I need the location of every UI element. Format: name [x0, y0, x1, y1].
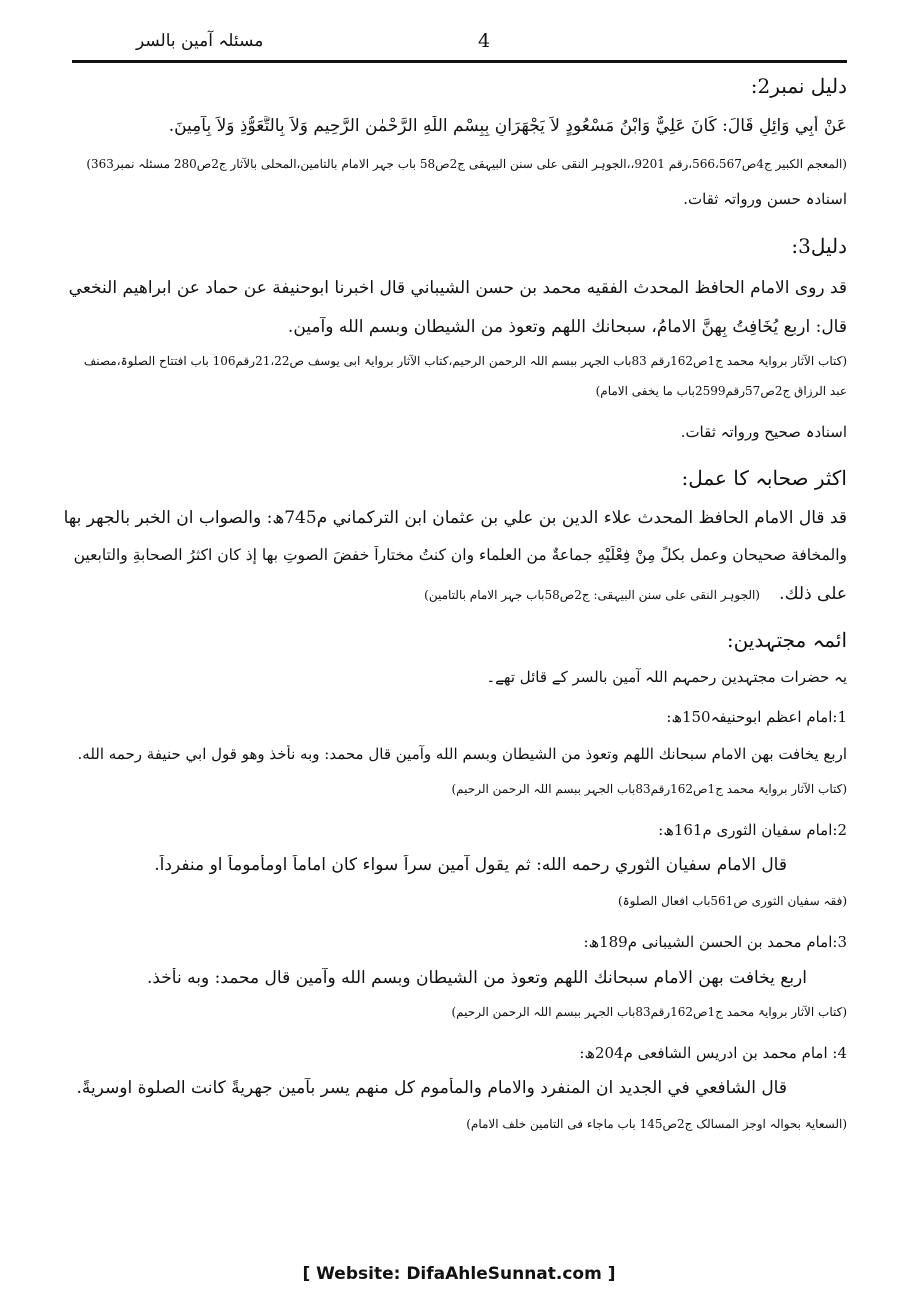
dalil2-heading: دلیل نمبر2: — [750, 74, 847, 98]
dalil3-reference-line2: عبد الرزاق ج2ص57رقم2599باب ما یخفی الامام) — [595, 384, 847, 398]
imam-1-text: اربع يخافت بهن الامام سبحانك اللهم وتعوذ من الشيطان وبسم الله وآمين قال محمد: وبه نأخذ وهو قول ابي حنيفة رحمه الله. — [77, 745, 847, 763]
imam-3-text: اربع يخافت بهن الامام سبحانك اللهم وتعوذ من الشيطان وبسم الله وآمين قال محمد: وبه نأخذ. — [146, 968, 807, 988]
page-number: 4 — [478, 30, 491, 52]
dalil3-grading: اسنادہ صحیح ورواتہ ثقات. — [680, 423, 847, 441]
imam-4-reference: (السعایۃ بحوالہ اوجز المسالک ج2ص145 باب ماجاء فی التامین خلف الامام) — [466, 1117, 847, 1131]
sahaba-reference: (الجوہر النقی علی سنن البیہقی: ج2ص58باب جہر الامام بالتامین) — [424, 588, 760, 602]
imam-4-title: 4: امام محمد بن ادریس الشافعی م204ھ: — [579, 1044, 847, 1062]
dalil3-reference-line1: (کتاب الآثار بروایۃ محمد ج1ص162رقم 83باب الجہر ببسم اللہ الرحمن الرحیم،کتاب الآثار بروایۃ ابی یوسف ص21،22رقم106 باب افتتاح الصلوۃ،مصنف — [83, 354, 847, 368]
imam-3-title: 3:امام محمد بن الحسن الشیبانی م189ھ: — [583, 933, 847, 951]
imam-1-reference: (کتاب الآثار بروایۃ محمد ج1ص162رقم83باب الجہر ببسم اللہ الرحمن الرحیم) — [451, 782, 847, 796]
dalil2-reference: (المعجم الکبیر ج4ص566،567،رقم 9201،،الجوہر النقی علی سنن البیہقی ج2ص58 باب جہر الامام بالتامین،المحلی بالآثار ج2ص280 مسئلہ نمبر363) — [86, 157, 847, 171]
aimma-intro: یہ حضرات مجتہدین رحمہم اللہ آمین بالسر کے قائل تھے۔ — [486, 668, 847, 686]
imam-2-reference: (فقہ سفیان الثوری ص561باب افعال الصلوۃ) — [617, 894, 847, 908]
imam-2-text: قال الامام سفيان الثوري رحمه الله: ثم يقول آمين سراً سواء كان اماماً اومأموماً او منفرداً. — [154, 855, 787, 875]
imam-3-reference: (کتاب الآثار بروایۃ محمد ج1ص162رقم83باب الجہر ببسم اللہ الرحمن الرحیم) — [451, 1005, 847, 1019]
dalil3-text-line1: قد روى الامام الحافظ المحدث الفقيه محمد بن حسن الشيباني قال اخبرنا ابوحنيفة عن حماد عن ابراهيم النخعي — [68, 278, 847, 298]
imam-4-text: قال الشافعي في الجديد ان المنفرد والامام والمأموم كل منهم يسر بآمين جهريةً كانت الصلوة اوسريةً. — [76, 1078, 787, 1098]
aimma-heading: ائمہ مجتہدین: — [726, 628, 847, 652]
imam-1-title: 1:امام اعظم ابوحنیفہ150ھ: — [666, 708, 847, 726]
sahaba-text-line3: على ذلك. — [779, 584, 847, 604]
website-footer: [ Website: DifaAhleSunnat.com ] — [302, 1264, 616, 1284]
running-title: مسئلہ آمین بالسر — [136, 31, 264, 51]
dalil3-heading: دلیل3: — [791, 234, 847, 258]
dalil2-hadith: عَنْ أَبِي وَائِلٍ قَالَ: كَانَ عَلِيٌّ وَابْنُ مَسْعُودٍ لاَ يَجْهَرَانِ بِبِسْمِ اللّٰهِ الرَّحْمٰنِ الرَّحِيمِ وَلاَ بِالتَّعَوُّذِ وَلاَ بِآمِينَ. — [168, 116, 847, 136]
imam-2-title: 2:امام سفیان الثوری م161ھ: — [658, 821, 847, 839]
dalil3-text-line2: قال: اربع يُخَافِتُ بِهِنَّ الامامُ، سبحانك اللهم وتعوذ من الشيطان وبسم الله وآمين. — [287, 317, 847, 337]
dalil2-grading: اسنادہ حسن ورواتہ ثقات. — [683, 190, 847, 208]
header-rule — [72, 60, 847, 63]
sahaba-text-line2: والمخافة صحيحان وعمل بكلٍّ مِنْ فِعْلَيْهِ جماعةٌ من العلماء وان كنتُ مختاراً خفضَ الصوتِ بها إذ كان اكثرُ الصحابةِ والتابعين — [73, 546, 847, 564]
sahaba-text-line1: قد قال الامام الحافظ المحدث علاء الدين بن علي بن عثمان ابن التركماني م745ھ: والصواب ان الخبر بالجهر بها — [63, 508, 847, 528]
sahaba-heading: اکثر صحابہ کا عمل: — [681, 466, 847, 490]
